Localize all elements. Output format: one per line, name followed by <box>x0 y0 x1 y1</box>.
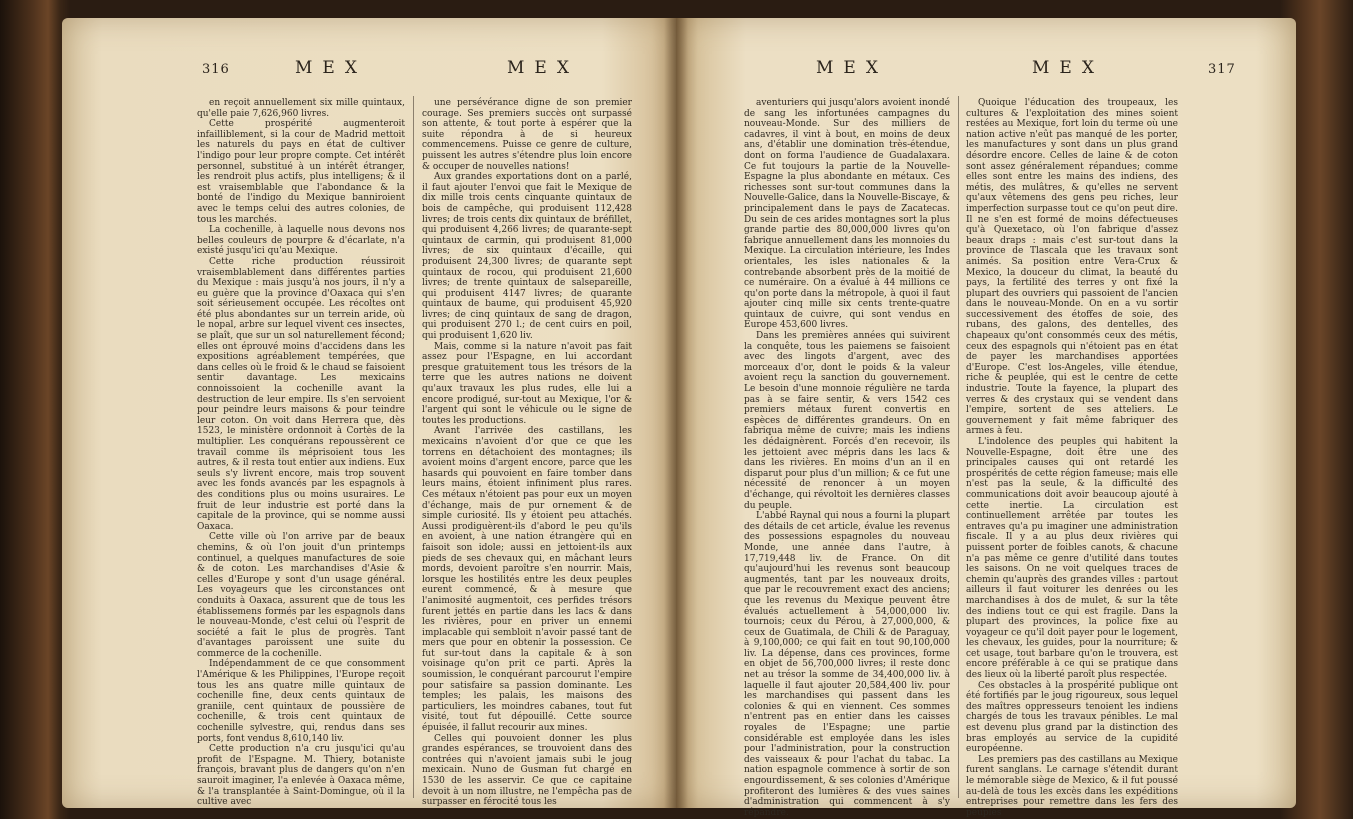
paragraph: Ces obstacles à la prospérité publique ont été fortifiés par le joug rigoureux, sous lequel des maîtres oppresseurs tenoient les indiens chargés de tous les travaux pénibles. Le mal est devenu plus grand par la distinction des bras employés au service de la cupidité européenne. <box>966 680 1178 755</box>
paragraph: Les premiers pas des castillans au Mexique furent sanglans. Le carnage s'étendit durant le mémorable siège de Mexico, & il fut poussé au-delà de tous les excès dans les expéditions entreprises pour remettre dans les fers des peuples <box>966 754 1178 818</box>
paragraph: Mais, comme si la nature n'avoit pas fait assez pour l'Espagne, en lui accordant presque gratuitement tous les trésors de la terre que les autres nations ne doivent qu'aux travaux les plus rudes, elle lui a encore prodigué, sur-tout au Mexique, l'or & l'argent qui sont le véhicule ou le signe de toutes les productions. <box>422 341 632 426</box>
paragraph: Dans les premières années qui suivirent la conquête, tous les paiemens se faisoient avec des lingots d'argent, avec des morceaux d'or, dont le poids & la valeur avoient reçu la sanction du gouvernement. Le besoin d'une monnoie régulière ne tarda pas à se faire sentir, & vers 1542 ces premiers métaux furent convertis en espèces de différentes grandeurs. On en fabriqua même de cuivre; mais les indiens les dédaignèrent. Forcés d'en recevoir, ils les jettoient avec mépris dans les lacs & dans les rivières. En moins d'un an il en disparut pour plus d'un million; & ce fut une nécessité de renoncer à un moyen d'échange, qui révoltoit les dernières classes du peuple. <box>744 331 950 511</box>
left-column-1 <box>197 98 405 808</box>
paragraph: une persévérance digne de son premier courage. Ses premiers succès ont surpassé son attente, & tout porte à espérer que la suite répondra à de si heureux commencemens. Puisse ce genre de culture, puissent les autres s'étendre plus loin encore & occuper de nouvelles nations! <box>422 98 632 172</box>
paragraph: La cochenille, à laquelle nous devons nos belles couleurs de pourpre & d'écarlate, n'a existé jusqu'ici qu'au Mexique. <box>197 225 405 257</box>
paragraph: Avant l'arrivée des castillans, les mexicains n'avoient d'or que ce que les torrens en détachoient des montagnes; ils avoient moins d'argent encore, parce que les hasards qui pouvoient en faire tomber dans leurs mains, étoient infiniment plus rares. Ces métaux n'étoient pas pour eux un moyen d'échange, mais de pur ornement & de simple curiosité. Ils y étoient peu attachés. Aussi prodiguèrent-ils d'abord le peu qu'ils en avoient, à une nation étrangère qui en faisoit son idole; aussi en jettoient-ils aux pieds de ses chevaux qui, en mâchant leurs mords, devoient paroître s'en nourrir. Mais, lorsque les hostilités entre les deux peuples eurent commencé, & à mesure que l'animosité augmentoit, ces perfides trésors furent jettés en partie dans les lacs & dans les rivières, pour en priver un ennemi implacable qui sembloit n'avoir passé tant de mers que pour en obtenir la possession. Ce fut sur-tout dans la capitale & à son voisinage qu'on prit ce parti. Après la soumission, le conquérant parcourut l'empire pour satisfaire sa passion dominante. Les temples; les palais, les maisons des particuliers, les moindres cabanes, tout fut visité, tout fut dépouillé. Cette source épuisée, il fallut recourir aux mines. <box>422 426 632 734</box>
column-divider <box>958 96 959 798</box>
paragraph: aventuriers qui jusqu'alors avoient inondé de sang les infortunées campagnes du nouveau-Monde. Sur des milliers de cadavres, il vint à bout, en moins de deux ans, d'établir une domination très-étendue, dont on forma l'audience de Guadalaxara. Ce fut toujours la partie de la Nouvelle-Espagne la plus abondante en métaux. Ces richesses sont sur-tout communes dans la Nouvelle-Galice, dans la Nouvelle-Biscaye, & principalement dans le pays de Zacatecas. Du sein de ces arides montagnes sort la plus grande partie des 80,000,000 livres qu'on fabrique annuellement dans les monnoies du Mexique. La circulation intérieure, les Indes orientales, les isles nationales & la contrebande absorbent près de la moitié de ce numéraire. On a évalué à 44 millions ce qu'on porte dans la métropole, à quoi il faut ajouter cinq mille six cents trente-quatre quintaux de cuivre, qui sont vendus en Europe 453,600 livres. <box>744 98 950 331</box>
right-page <box>676 18 1296 818</box>
right-column-2 <box>966 98 1178 818</box>
paragraph: L'indolence des peuples qui habitent la Nouvelle-Espagne, doit être une des principales causes qui ont retardé les prospérités de cette région fameuse; mais elle n'est pas la seule, & la difficulté des communications doit avoir beaucoup ajouté à cette inertie. La circulation est continuellement arrêtée par toutes les entraves qu'a pu imaginer une administration fiscale. Il y a au plus deux rivières qui puissent porter de foibles canots, & chacune n'a pas même ce genre d'utilité dans toutes les saisons. On ne voit quelques traces de chemin qu'auprès des grandes villes : partout ailleurs il faut voiturer les denrées ou les marchandises à dos de mulet, & sur la tête des indiens tout ce qui est fragile. Dans la plupart des provinces, la police fixe au voyageur ce qu'il doit payer pour le logement, les chevaux, les guides, pour la nourriture; & cet usage, tout barbare qu'on le trouvera, est encore préférable à ce qui se pratique dans des lieux où la liberté paroît plus respectée. <box>966 437 1178 681</box>
right-running-head-2: MEX <box>1032 58 1104 78</box>
paragraph: L'abbé Raynal qui nous a fourni la plupart des détails de cet article, évalue les revenus des possessions espagnoles du nouveau Monde, une année dans l'autre, à 17,719,448 liv. de France. On dit qu'aujourd'hui les revenus sont beaucoup augmentés, tant par les nouveaux droits, que par le recouvrement exact des anciens; que les revenus du Mexique peuvent être évalués actuellement à 54,000,000 liv. tournois; ceux du Pérou, à 27,000,000, & ceux de Guatimala, de Chili & de Paraguay, à 9,100,000; ce qui fait en tout 90,100,000 liv. La dépense, dans ces provinces, forme en objet de 56,700,000 livres; il reste donc net au trésor la somme de 34,400,000 liv. à laquelle il faut ajouter 20,584,400 liv. pour les marchandises qui passent dans les colonies & qui en viennent. Ces sommes n'entrent pas en entier dans les caisses royales de l'Espagne; une partie considérable est employée dans les isles pour l'administration, pour la construction des vaisseaux & pour l'achat du tabac. La nation espagnole commence à sortir de son engourdissement, & ses colonies d'Amérique profiteront des lumières & des vues saines d'administration qui commencent à s'y répandre. <box>744 511 950 818</box>
left-page <box>62 18 678 808</box>
paragraph: Celles qui pouvoient donner les plus grandes espérances, se trouvoient dans des contrées qui n'avoient jamais subi le joug mexicain. Nuno de Gusman fut chargé en 1530 de les asservir. Ce que ce capitaine devoit à un nom illustre, ne l'empêcha pas de surpasser en férocité tous les <box>422 733 632 808</box>
paragraph: Aux grandes exportations dont on a parlé, il faut ajouter l'envoi que fait le Mexique de dix mille trois cents cinquante quintaux de bois de campêche, qui produisent 112,428 livres; de trois cents dix quintaux de bréfillet, qui produisent 4,266 livres; de quarante-sept quintaux de carmin, qui produisent 81,000 livres; de six quintaux d'écaille, qui produisent 24,300 livres; de quarante sept quintaux de rocou, qui produisent 21,600 livres; de trente quintaux de salsepareille, qui produisent 4147 livres; de quarante quintaux de baume, qui produisent 45,920 livres; de cinq quintaux de sang de dragon, qui produisent 270 l.; de cent cuirs en poil, qui produisent 1,620 liv. <box>422 172 632 342</box>
left-running-head-1: MEX <box>295 58 367 78</box>
left-column-2 <box>422 98 632 808</box>
paragraph: Cette ville où l'on arrive par de beaux chemins, & où l'on jouit d'un printemps continuel, a quelques manufactures de soie & de coton. Les marchandises d'Asie & celles d'Europe y sont d'un usage général. Les voyageurs que les circonstances ont conduits à Oaxaca, assurent que de tous les établissemens formés par les espagnols dans le nouveau-Monde, c'est celui où l'esprit de société a fait le plus de progrès. Tant d'avantages paroissent une suite du commerce de la cochenille. <box>197 532 405 659</box>
column-divider <box>413 96 414 798</box>
paragraph: Cette riche production réussiroit vraisemblablement dans différentes parties du Mexique : mais jusqu'à nos jours, il n'y a eu guère que la province d'Oaxaca qui s'en soit sérieusement occupée. Les récoltes ont été plus abondantes sur un terrein aride, où le nopal, arbre sur lequel vivent ces insectes, se plaît, que sur un sol naturellement fécond; elles ont éprouvé moins d'accidens dans les expositions agréablement tempérées, que dans celles où le froid & le chaud se faisoient sentir davantage. Les mexicains connoissoient la cochenille avant la destruction de leur empire. Ils s'en servoient pour peindre leurs maisons & pour teindre leur coton. On voit dans Herrera que, dès 1523, le ministère ordonnoit à Cortès de la multiplier. Les conquérans repoussèrent ce travail comme ils méprisoient tous les autres, & il resta tout entier aux indiens. Eux seuls s'y livrent encore, mais trop souvent avec les fonds avancés par les espagnols à des conditions plus ou moins usuraires. Le fruit de leur industrie est porté dans la capitale de la province, qui se nomme aussi Oaxaca. <box>197 256 405 532</box>
right-running-head-1: MEX <box>816 58 888 78</box>
right-page-number: 317 <box>1208 62 1236 77</box>
book-gutter <box>664 18 688 808</box>
right-column-1 <box>744 98 950 818</box>
left-page-number: 316 <box>202 62 230 77</box>
paragraph: Cette production n'a cru jusqu'ici qu'au profit de l'Espagne. M. Thiery, botaniste françois, bravant plus de dangers qu'on n'en sauroit imaginer, l'a enlevée à Oaxaca même, & l'a transplantée à Saint-Domingue, où il la cultive avec <box>197 744 405 808</box>
paragraph: Quoique l'éducation des troupeaux, les cultures & l'exploitation des mines soient restées au Mexique, fort loin du terme où une nation active n'eût pas manqué de les porter, les manufactures y sont dans un plus grand désordre encore. Celles de laine & de coton sont assez généralement répandues; comme elles sont entre les mains des indiens, des métis, des mulâtres, & qu'elles ne servent qu'aux vêtemens des gens peu riches, leur imperfection surpasse tout ce qu'on peut dire. Il ne s'en est formé de moins défectueuses qu'à Quexetaco, où l'on fabrique d'assez beaux draps : mais c'est sur-tout dans la province de Tlascala que les travaux sont animés. Sa position entre Vera-Crux & Mexico, la douceur du climat, la beauté du pays, la fertilité des terres y ont fixé la plupart des ouvriers qui passoient de l'ancien dans le nouveau-Monde. On en a vu sortir successivement des étoffes de soie, des rubans, des galons, des dentelles, des chapeaux qu'ont consommés ceux des métis, ceux des espagnols qui n'étoient pas en état de payer les marchandises apportées d'Europe. C'est los-Angeles, ville étendue, riche & peuplée, qui est le centre de cette industrie. Toute la fayence, la plupart des verres & des crystaux qui se vendent dans l'empire, sortent de ses atteliers. Le gouvernement y fait même fabriquer des armes à feu. <box>966 98 1178 437</box>
paragraph: Indépendamment de ce que consomment l'Amérique & les Philippines, l'Europe reçoit tous les ans quatre mille quintaux de cochenille fine, deux cents quintaux de graniile, cent quintaux de poussière de cochenille, & trois cent quintaux de cochenille sylvestre, qui, rendus dans ses ports, font vendus 8,610,140 liv. <box>197 659 405 744</box>
left-running-head-2: MEX <box>507 58 579 78</box>
paragraph: Cette prospérité augmenteroit infailliblement, si la cour de Madrid mettoit les naturels du pays en état de cultiver l'indigo pour leur propre compte. Cet intérêt personnel, substitué à un intérêt étranger, les rendroit plus actifs, plus intelligens; & il est vraisemblable que l'abondance & la bonté de l'indigo du Mexique banniroient avec le temps celui des autres colonies, de tous les marchés. <box>197 119 405 225</box>
paragraph: en reçoit annuellement six mille quintaux, qu'elle paie 7,626,960 livres. <box>197 98 405 119</box>
